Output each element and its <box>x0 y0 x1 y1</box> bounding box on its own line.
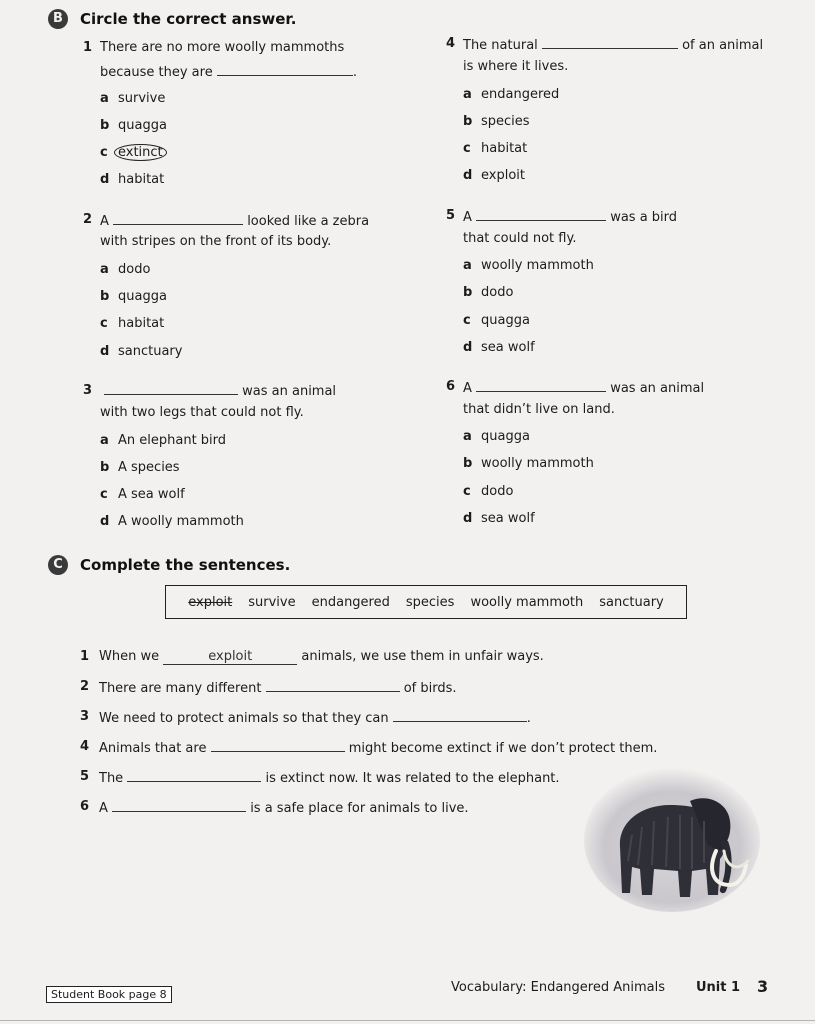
option-text: survive <box>118 91 166 106</box>
option-letter: d <box>463 511 473 526</box>
word-bank-item: survive <box>248 594 296 610</box>
option-letter: c <box>100 145 108 160</box>
sentence-text: There are many different <box>99 681 262 696</box>
option-letter: d <box>100 172 110 187</box>
option[interactable] <box>463 484 513 499</box>
answer-blank[interactable] <box>127 769 261 782</box>
option-letter: d <box>100 514 110 529</box>
option-letter: a <box>100 433 109 448</box>
question-text <box>463 208 677 225</box>
option-letter: b <box>100 460 110 475</box>
option-text: sanctuary <box>118 344 183 359</box>
option-text: sea wolf <box>481 340 535 355</box>
option-letter: b <box>463 285 473 300</box>
option[interactable] <box>100 172 164 187</box>
option-text: endangered <box>481 87 560 102</box>
answer-blank[interactable] <box>476 208 606 221</box>
question-text: The natural <box>463 38 538 53</box>
option-text: dodo <box>481 484 514 499</box>
option-letter: c <box>463 141 471 156</box>
option-text: habitat <box>481 141 528 156</box>
section-c-badge: C <box>48 555 68 575</box>
section-c-title: Complete the sentences. <box>80 556 291 574</box>
option[interactable] <box>100 316 164 331</box>
answer-blank[interactable] <box>542 36 678 49</box>
option-text: quagga <box>118 118 167 133</box>
option[interactable] <box>463 511 535 526</box>
word-bank-item: endangered <box>311 594 390 610</box>
answer-blank[interactable] <box>393 709 527 722</box>
footer-topic: Vocabulary: Endangered Animals <box>451 980 665 995</box>
option-text: A sea wolf <box>118 487 185 502</box>
question-text: A <box>100 214 109 229</box>
student-book-reference: Student Book page 8 <box>46 986 172 1003</box>
sentence-text: might become extinct if we don’t protect them. <box>348 741 658 756</box>
option[interactable] <box>463 340 535 355</box>
option-text: sea wolf <box>481 511 535 526</box>
option-letter: c <box>100 487 108 502</box>
option-letter: b <box>463 114 473 129</box>
option-letter: c <box>463 484 471 499</box>
sentence-number: 1 <box>80 649 90 664</box>
answer-blank[interactable] <box>104 382 238 395</box>
question-text <box>104 382 336 399</box>
question-number: 6 <box>446 379 456 394</box>
option-letter: a <box>463 87 472 102</box>
sentence-text: of birds. <box>403 681 457 696</box>
option-text: quagga <box>118 289 167 304</box>
answer-blank[interactable] <box>211 739 345 752</box>
sentence-number: 4 <box>80 739 90 754</box>
question-number: 5 <box>446 208 456 223</box>
question-number: 3 <box>83 383 93 398</box>
sentence <box>99 769 560 786</box>
footer-unit: Unit 1 <box>696 980 741 995</box>
option[interactable] <box>100 433 226 448</box>
option-text: habitat <box>118 172 165 187</box>
option[interactable] <box>463 313 530 328</box>
answer-blank[interactable] <box>266 679 400 692</box>
question-text <box>463 36 763 53</box>
option[interactable] <box>463 168 525 183</box>
option[interactable] <box>100 487 185 502</box>
option[interactable] <box>100 344 182 359</box>
option[interactable] <box>100 514 244 529</box>
question-text: A <box>463 381 472 396</box>
option[interactable] <box>463 285 513 300</box>
question-text: . <box>352 65 357 80</box>
option-letter: b <box>100 289 110 304</box>
option[interactable] <box>463 114 530 129</box>
question-text <box>463 379 704 396</box>
option-letter: d <box>463 340 473 355</box>
word-bank-item: sanctuary <box>599 594 664 610</box>
option[interactable] <box>463 258 594 273</box>
sentence <box>99 799 469 816</box>
answer-blank[interactable] <box>217 63 353 76</box>
sentence <box>99 649 544 665</box>
question-text: that didn’t live on land. <box>463 402 615 417</box>
circled-answer: extinct <box>114 144 167 161</box>
option-text: species <box>481 114 530 129</box>
sentence-number: 5 <box>80 769 90 784</box>
question-number: 1 <box>83 40 93 55</box>
word-bank <box>165 585 687 619</box>
option[interactable] <box>100 460 180 475</box>
question-text <box>100 63 357 80</box>
option-text: quagga <box>481 429 530 444</box>
option-circled[interactable] <box>100 145 167 160</box>
word-bank-item: species <box>405 594 455 610</box>
sentence <box>99 739 657 756</box>
option-letter: d <box>463 168 473 183</box>
option-letter: a <box>100 91 109 106</box>
sentence <box>99 679 457 696</box>
question-text: because they are <box>100 65 213 80</box>
sentence-text: When we <box>99 649 160 664</box>
option-text: quagga <box>481 313 530 328</box>
option-text: habitat <box>118 316 165 331</box>
sentence-number: 3 <box>80 709 90 724</box>
sentence-text: animals, we use them in unfair ways. <box>301 649 544 664</box>
woolly-mammoth-illustration <box>580 765 760 915</box>
page-bottom-rule <box>0 1020 815 1021</box>
section-b-badge: B <box>48 9 68 29</box>
option-text: dodo <box>118 262 151 277</box>
sentence <box>99 709 531 726</box>
sentence-text: Animals that are <box>99 741 207 756</box>
question-text: with two legs that could not fly. <box>100 405 304 420</box>
option[interactable] <box>100 91 165 106</box>
sentence-number: 2 <box>80 679 90 694</box>
question-number: 2 <box>83 212 93 227</box>
sentence-text: We need to protect animals so that they can <box>99 711 389 726</box>
answer-blank[interactable] <box>476 379 606 392</box>
question-text: There are no more woolly mammoths <box>100 40 345 55</box>
sentence-text: is extinct now. It was related to the elephant. <box>265 771 560 786</box>
option[interactable] <box>463 456 594 471</box>
section-b-title: Circle the correct answer. <box>80 10 297 28</box>
question-text <box>100 212 369 229</box>
answer-blank-filled[interactable]: exploit <box>163 650 297 665</box>
option-text: A species <box>118 460 180 475</box>
question-text: looked like a zebra <box>247 214 370 229</box>
question-text: was a bird <box>610 210 678 225</box>
word-bank-item-used: exploit <box>188 594 233 610</box>
question-text: with stripes on the front of its body. <box>100 234 332 249</box>
option-letter: d <box>100 344 110 359</box>
option-text: dodo <box>481 285 514 300</box>
sentence-text: The <box>99 771 124 786</box>
option-letter: a <box>100 262 109 277</box>
sentence-text: A <box>99 801 108 816</box>
option-letter: b <box>463 456 473 471</box>
option-letter: a <box>463 429 472 444</box>
option[interactable] <box>100 118 167 133</box>
question-text: is where it lives. <box>463 59 569 74</box>
option[interactable] <box>100 262 150 277</box>
option-letter: a <box>463 258 472 273</box>
option[interactable] <box>463 429 530 444</box>
option-letter: c <box>463 313 471 328</box>
option-text: woolly mammoth <box>481 258 594 273</box>
question-text: of an animal <box>682 38 764 53</box>
question-text: was an animal <box>242 384 337 399</box>
page-number: 3 <box>757 977 769 996</box>
answer-blank[interactable] <box>113 212 243 225</box>
option[interactable] <box>463 141 527 156</box>
question-text: was an animal <box>610 381 705 396</box>
question-text: A <box>463 210 472 225</box>
question-number: 4 <box>446 36 456 51</box>
option-letter: c <box>100 316 108 331</box>
sentence-number: 6 <box>80 799 90 814</box>
sentence-text: . <box>526 711 531 726</box>
question-text: that could not fly. <box>463 231 577 246</box>
option-text: An elephant bird <box>118 433 227 448</box>
option[interactable] <box>463 87 559 102</box>
word-bank-item: woolly mammoth <box>470 594 584 610</box>
option-text: woolly mammoth <box>481 456 594 471</box>
option[interactable] <box>100 289 167 304</box>
option-text: A woolly mammoth <box>118 514 244 529</box>
option-text: exploit <box>481 168 525 183</box>
answer-blank[interactable] <box>112 799 246 812</box>
option-letter: b <box>100 118 110 133</box>
sentence-text: is a safe place for animals to live. <box>250 801 469 816</box>
